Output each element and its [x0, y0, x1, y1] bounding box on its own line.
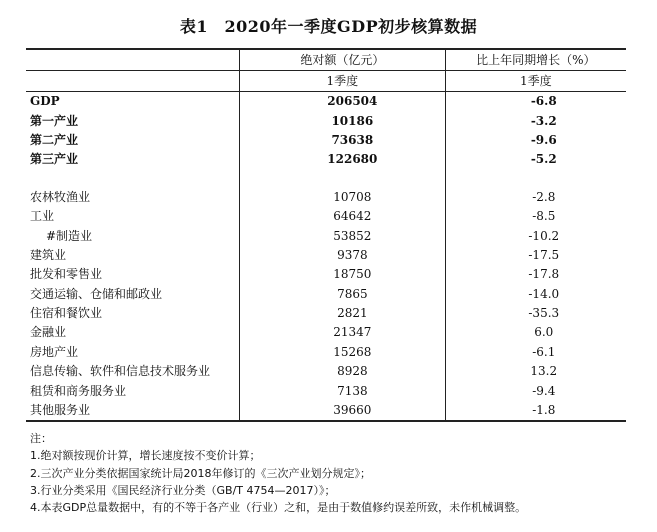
row-value: 9378: [240, 246, 445, 265]
table-row: [26, 285, 626, 304]
table-row: [26, 304, 626, 323]
row-growth: -8.5: [445, 207, 626, 226]
row-growth: -3.2: [445, 111, 626, 130]
row-value: 39660: [240, 401, 445, 421]
header-blank: [26, 49, 240, 71]
header-absolute: 绝对额（亿元）: [240, 49, 445, 71]
row-name: 租赁和商务服务业: [30, 383, 127, 398]
row-growth: -9.6: [445, 131, 626, 150]
row-name: 批发和零售业: [30, 267, 103, 282]
table-row: [26, 265, 626, 284]
row-value: 122680: [240, 150, 445, 169]
note-4: 4.本表GDP总量数据中，有的不等于各产业（行业）之和，是由于数值修约误差所致，未作机械调整。: [30, 501, 527, 515]
row-growth: -6.8: [445, 92, 626, 112]
spacer-row: [26, 170, 626, 188]
table-row: [26, 246, 626, 265]
row-name: 房地产业: [30, 344, 79, 359]
table-header-row: [26, 49, 626, 71]
gdp-table: [26, 48, 626, 422]
row-name: 第一产业: [30, 113, 79, 128]
table-row: [26, 150, 626, 169]
table-row: [26, 226, 626, 245]
subheader-quarter-absolute: 1季度: [240, 71, 445, 92]
table-row: [26, 381, 626, 400]
table-row: [26, 343, 626, 362]
row-value: 18750: [240, 265, 445, 284]
table-row: [26, 188, 626, 207]
table-row: [26, 111, 626, 130]
header-growth: 比上年同期增长（%）: [445, 49, 626, 71]
table-row: [26, 131, 626, 150]
table-subheader-row: [26, 71, 626, 92]
row-growth: -9.4: [445, 381, 626, 400]
row-name: 信息传输、软件和信息技术服务业: [30, 364, 211, 379]
row-name: GDP: [30, 94, 60, 109]
row-name: 住宿和餐饮业: [30, 306, 103, 321]
row-name: 工业: [30, 209, 55, 224]
table-row: [26, 207, 626, 226]
row-growth: 13.2: [445, 362, 626, 381]
notes-label: 注：: [30, 432, 52, 445]
row-value: 2821: [240, 304, 445, 323]
row-name: #制造业: [46, 228, 93, 243]
row-name: 金融业: [30, 325, 67, 340]
row-growth: -10.2: [445, 226, 626, 245]
page-title: 表1 2020年一季度GDP初步核算数据: [179, 17, 478, 36]
row-value: 15268: [240, 343, 445, 362]
row-value: 8928: [240, 362, 445, 381]
row-value: 73638: [240, 131, 445, 150]
row-growth: -6.1: [445, 343, 626, 362]
table-row: [26, 92, 626, 112]
row-name: 交通运输、仓储和邮政业: [30, 286, 163, 301]
row-growth: -35.3: [445, 304, 626, 323]
row-name: 第三产业: [30, 152, 79, 167]
row-value: 10708: [240, 188, 445, 207]
row-value: 64642: [240, 207, 445, 226]
row-value: 206504: [240, 92, 445, 112]
table-notes: [30, 430, 640, 516]
note-2: 2.三次产业分类依据国家统计局2018年修订的《三次产业划分规定》；: [30, 466, 371, 480]
row-growth: -1.8: [445, 401, 626, 421]
row-growth: -5.2: [445, 150, 626, 169]
table-row: [26, 362, 626, 381]
subheader-blank: [26, 71, 240, 92]
row-name: 其他服务业: [26, 401, 240, 421]
table-row: [26, 401, 626, 421]
row-name: 第二产业: [30, 132, 79, 147]
row-growth: 6.0: [445, 323, 626, 342]
row-value: 21347: [240, 323, 445, 342]
row-value: 53852: [240, 226, 445, 245]
row-growth: -17.8: [445, 265, 626, 284]
row-value: 7138: [240, 381, 445, 400]
row-growth: -14.0: [445, 285, 626, 304]
row-growth: -2.8: [445, 188, 626, 207]
row-growth: -17.5: [445, 246, 626, 265]
note-3: 3.行业分类采用《国民经济行业分类（GB/T 4754—2017）》；: [30, 483, 336, 497]
note-1: 1.绝对额按现价计算，增长速度按不变价计算；: [30, 449, 261, 463]
table-row: [26, 323, 626, 342]
row-name: 建筑业: [30, 247, 67, 262]
subheader-quarter-growth: 1季度: [445, 71, 626, 92]
row-value: 7865: [240, 285, 445, 304]
row-name: 农林牧渔业: [30, 189, 91, 204]
row-value: 10186: [240, 111, 445, 130]
